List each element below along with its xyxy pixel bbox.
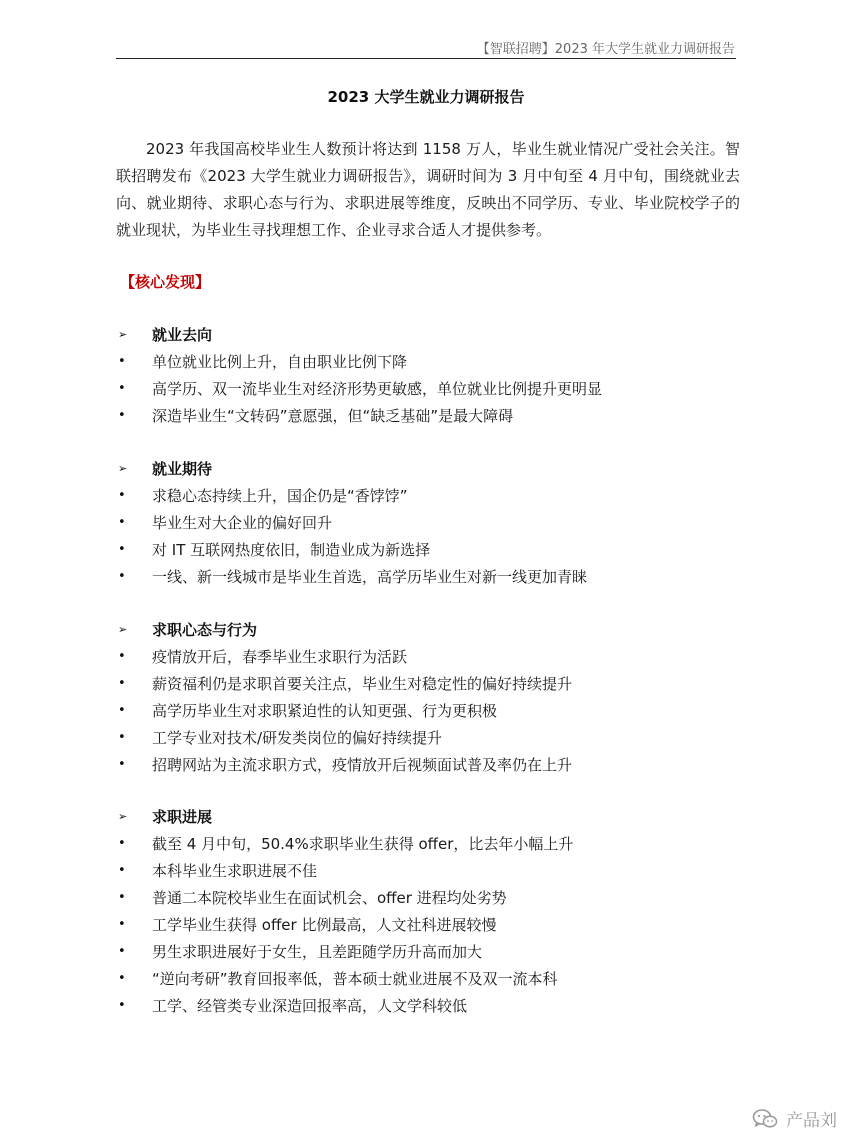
list-item-text: 普通二本院校毕业生在面试机会、offer 进程均处劣势 — [152, 889, 507, 907]
list-item — [116, 482, 740, 509]
list-item-text: 本科毕业生求职进展不佳 — [152, 862, 318, 880]
section-title: 求职心态与行为 — [152, 621, 258, 639]
list-item — [116, 670, 740, 697]
list-item-text: “逆向考研”教育回报率低，普本硕士就业进展不及双一流本科 — [152, 970, 558, 988]
bullet-icon: • — [118, 944, 126, 959]
list-item — [116, 830, 740, 857]
list-item-text: 毕业生对大企业的偏好回升 — [152, 514, 333, 532]
list-item — [116, 563, 740, 590]
list-item — [116, 938, 740, 965]
core-findings-heading: 【核心发现】 — [120, 273, 211, 291]
bullet-icon: • — [118, 757, 126, 772]
list-item — [116, 724, 740, 751]
list-item-text: 深造毕业生“文转码”意愿强，但“缺乏基础”是最大障碍 — [152, 407, 514, 425]
list-item — [116, 375, 740, 402]
list-item-text: 高学历毕业生对求职紧迫性的认知更强、行为更积极 — [152, 702, 498, 720]
list-item — [116, 643, 740, 670]
list-item — [116, 751, 740, 778]
list-item — [116, 536, 740, 563]
list-item-text: 对 IT 互联网热度依旧，制造业成为新选择 — [152, 541, 431, 559]
list-item-text: 一线、新一线城市是毕业生首选，高学历毕业生对新一线更加青睐 — [152, 568, 588, 586]
bullet-icon: • — [118, 649, 126, 664]
section-job-search-progress — [116, 803, 740, 1019]
list-item-text: 招聘网站为主流求职方式，疫情放开后视频面试普及率仍在上升 — [152, 756, 573, 774]
list-item-text: 疫情放开后，春季毕业生求职行为活跃 — [152, 648, 408, 666]
list-item — [116, 992, 740, 1019]
list-item-text: 工学、经管类专业深造回报率高，人文学科较低 — [152, 997, 468, 1015]
bullet-icon: • — [118, 730, 126, 745]
bullet-icon: • — [118, 890, 126, 905]
arrow-bullet-icon: ➢ — [118, 462, 128, 475]
list-item — [116, 965, 740, 992]
list-item-text: 高学历、双一流毕业生对经济形势更敏感，单位就业比例提升更明显 — [152, 380, 603, 398]
list-item — [116, 911, 740, 938]
list-item-text: 男生求职进展好于女生，且差距随学历升高而加大 — [152, 943, 483, 961]
bullet-icon: • — [118, 703, 126, 718]
list-item-text: 单位就业比例上升，自由职业比例下降 — [152, 353, 408, 371]
bullet-icon: • — [118, 998, 126, 1013]
watermark-text: 产品刘 — [786, 1111, 837, 1131]
bullet-icon: • — [118, 971, 126, 986]
list-item — [116, 402, 740, 429]
bullet-icon: • — [118, 488, 126, 503]
section-title: 就业去向 — [152, 326, 213, 344]
header-source: 【智联招聘】2023 年大学生就业力调研报告 — [476, 42, 735, 57]
list-item — [116, 884, 740, 911]
section-title: 就业期待 — [152, 460, 213, 478]
bullet-icon: • — [118, 863, 126, 878]
section-job-mindset-behavior — [116, 616, 740, 778]
section-employment-destination — [116, 321, 740, 429]
arrow-bullet-icon: ➢ — [118, 328, 128, 341]
bullet-icon: • — [118, 836, 126, 851]
bullet-icon: • — [118, 354, 126, 369]
list-item — [116, 697, 740, 724]
bullet-icon: • — [118, 676, 126, 691]
arrow-bullet-icon: ➢ — [118, 623, 128, 636]
list-item-text: 工学毕业生获得 offer 比例最高，人文社科进展较慢 — [152, 916, 497, 934]
header-divider — [116, 58, 736, 59]
intro-paragraph: 2023 年我国高校毕业生人数预计将达到 1158 万人，毕业生就业情况广受社会关注。智联招聘发布《2023 大学生就业力调研报告》，调研时间为 3 月中旬至 4 月中旬，围绕就业去向、就业期待、求职心态与行为、求职进展等维度，反映出不同学历、专业、毕业院校学子的就业现状，为毕业生寻找理想工作、企业寻求合适人才提供参考。 — [116, 140, 740, 239]
list-item — [116, 348, 740, 375]
bullet-icon: • — [118, 542, 126, 557]
list-item-text: 薪资福利仍是求职首要关注点，毕业生对稳定性的偏好持续提升 — [152, 675, 573, 693]
page-title: 2023 大学生就业力调研报告 — [327, 88, 525, 106]
bullet-icon: • — [118, 515, 126, 530]
arrow-bullet-icon: ➢ — [118, 810, 128, 823]
section-employment-expectations — [116, 455, 740, 590]
bullet-icon: • — [118, 569, 126, 584]
list-item-text: 工学专业对技术/研发类岗位的偏好持续提升 — [152, 729, 443, 747]
list-item — [116, 857, 740, 884]
list-item-text: 求稳心态持续上升，国企仍是“香饽饽” — [152, 487, 408, 505]
bullet-icon: • — [118, 408, 126, 423]
list-item-text: 截至 4 月中旬，50.4%求职毕业生获得 offer，比去年小幅上升 — [152, 835, 574, 853]
bullet-icon: • — [118, 381, 126, 396]
watermark — [752, 1106, 837, 1131]
section-title: 求职进展 — [152, 808, 213, 826]
bullet-icon: • — [118, 917, 126, 932]
wechat-icon — [752, 1108, 778, 1130]
list-item — [116, 509, 740, 536]
